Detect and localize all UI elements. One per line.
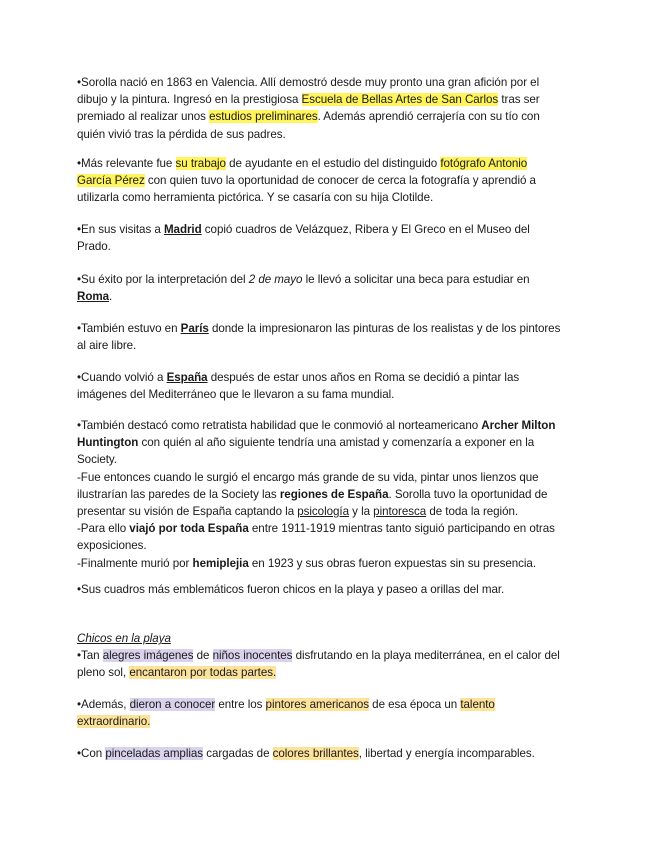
- text: copió cuadros de Velázquez, Ribera y El Greco en el Museo del Prado.: [77, 223, 530, 254]
- highlight: dieron a conocer: [129, 698, 216, 711]
- society-line-1: [77, 417, 562, 469]
- paragraph-madrid: [77, 221, 562, 255]
- paragraph-espana: [77, 369, 562, 403]
- text: •Cuando volvió a: [77, 371, 167, 384]
- text: con quién al año siguiente tendría una amistad y comenzaría a exponer en la Society.: [77, 436, 535, 467]
- highlight: Escuela de Bellas Artes de San Carlos: [301, 93, 499, 107]
- bold-text: hemiplejia: [192, 556, 249, 570]
- text: le llevó a solicitar una beca para estudiar en: [302, 273, 530, 286]
- text: de esa época un: [369, 698, 461, 711]
- text: con quien tuvo la oportunidad de conocer de cerca la fotografía y aprendió a utilizarla como herramienta pictórica. Y se casaría con su hija Clotilde.: [77, 174, 536, 205]
- text: disfrutando en la playa mediterránea, en el calor del pleno sol,: [77, 649, 560, 680]
- highlight: alegres imágenes: [102, 649, 194, 662]
- highlight: pintores americanos: [265, 698, 369, 711]
- bold-text: regiones de España: [279, 487, 389, 501]
- paragraph-roma: [77, 271, 562, 305]
- text: , libertad y energía incomparables.: [358, 747, 535, 760]
- text: •Con: [77, 747, 106, 760]
- place-name: Roma: [77, 290, 110, 304]
- section-title: Chicos en la playa: [77, 632, 171, 645]
- paragraph-society: [77, 417, 562, 572]
- work-title: 2 de mayo: [248, 273, 303, 286]
- society-line-2: [77, 469, 562, 521]
- text: de toda la región.: [426, 505, 519, 519]
- highlight: pinceladas amplias: [105, 747, 204, 760]
- bold-text: viajó por toda España: [129, 522, 249, 536]
- text: -Para ello: [77, 522, 130, 536]
- place-name: España: [166, 371, 208, 384]
- paragraph-emblematic: [77, 581, 562, 598]
- text: de: [193, 649, 213, 662]
- text: •En sus visitas a: [77, 223, 164, 236]
- paragraph-chicos-3: [77, 745, 562, 762]
- underlined-text: pintoresca: [373, 505, 427, 519]
- text: -Fue entonces cuando le surgió el encargo más grande de su vida, pintar unos lienzos que ilustrarían las paredes de la Society las: [77, 470, 539, 501]
- society-line-3: [77, 520, 562, 554]
- highlight: talento extraordinario.: [77, 698, 495, 729]
- bold-name: Archer Milton Huntington: [77, 419, 556, 450]
- place-name: París: [180, 322, 209, 335]
- paragraph-birth: [77, 74, 562, 143]
- text: •Además,: [77, 698, 130, 711]
- highlight: niños inocentes: [212, 649, 293, 662]
- highlight: su trabajo: [175, 157, 226, 170]
- text: cargadas de: [203, 747, 273, 760]
- paragraph-chicos-1: [77, 647, 562, 681]
- text: .: [109, 290, 113, 304]
- text: •Tan: [77, 649, 103, 662]
- text: tras ser premiado al realizar unos: [77, 93, 540, 124]
- underlined-text: psicología: [297, 505, 349, 519]
- highlight: encantaron por todas partes.: [129, 666, 277, 680]
- paragraph-photographer: [77, 155, 562, 207]
- text: •Sorolla nació en 1863 en Valencia. Allí demostró desde muy pronto una gran afición por el dibujo y la pintura. Ingresó en la prestigiosa: [77, 76, 540, 107]
- text: . Además aprendió cerrajería con su tío con quién vivió tras la pérdida de sus padres.: [77, 110, 540, 141]
- paragraph-chicos-2: [77, 696, 562, 730]
- text: y la: [348, 505, 374, 519]
- text: entre los: [215, 698, 266, 711]
- highlight: colores brillantes: [272, 747, 359, 760]
- text: . Sorolla tuvo la oportunidad de presentar su visión de España captando la: [77, 487, 548, 519]
- text: •También estuvo en: [77, 322, 181, 335]
- highlight: estudios preliminares: [209, 110, 318, 124]
- paragraph-paris: [77, 320, 562, 354]
- text: •También destacó como retratista habilidad que le conmovió al norteamericano: [77, 419, 482, 432]
- text: •Sus cuadros más emblemáticos fueron chicos en la playa y paseo a orillas del mar.: [77, 583, 505, 596]
- text: en 1923 y sus obras fueron expuestas sin su presencia.: [248, 556, 537, 570]
- society-line-4: [77, 555, 562, 572]
- text: de ayudante en el estudio del distinguido: [225, 157, 441, 170]
- text: después de estar unos años en Roma se decidió a pintar las imágenes del Mediterráneo que le llevaron a su fama mundial.: [77, 371, 520, 402]
- highlight: fotógrafo Antonio García Pérez: [77, 157, 528, 188]
- text: -Finalmente murió por: [77, 556, 193, 570]
- text: donde la impresionaron las pinturas de los realistas y de los pintores al aire libre.: [77, 322, 561, 353]
- text: entre 1911-1919 mientras tanto siguió participando en otras exposiciones.: [77, 522, 555, 553]
- place-name: Madrid: [163, 223, 202, 236]
- text: •Su éxito por la interpretación del: [77, 273, 249, 286]
- text: •Más relevante fue: [77, 157, 176, 170]
